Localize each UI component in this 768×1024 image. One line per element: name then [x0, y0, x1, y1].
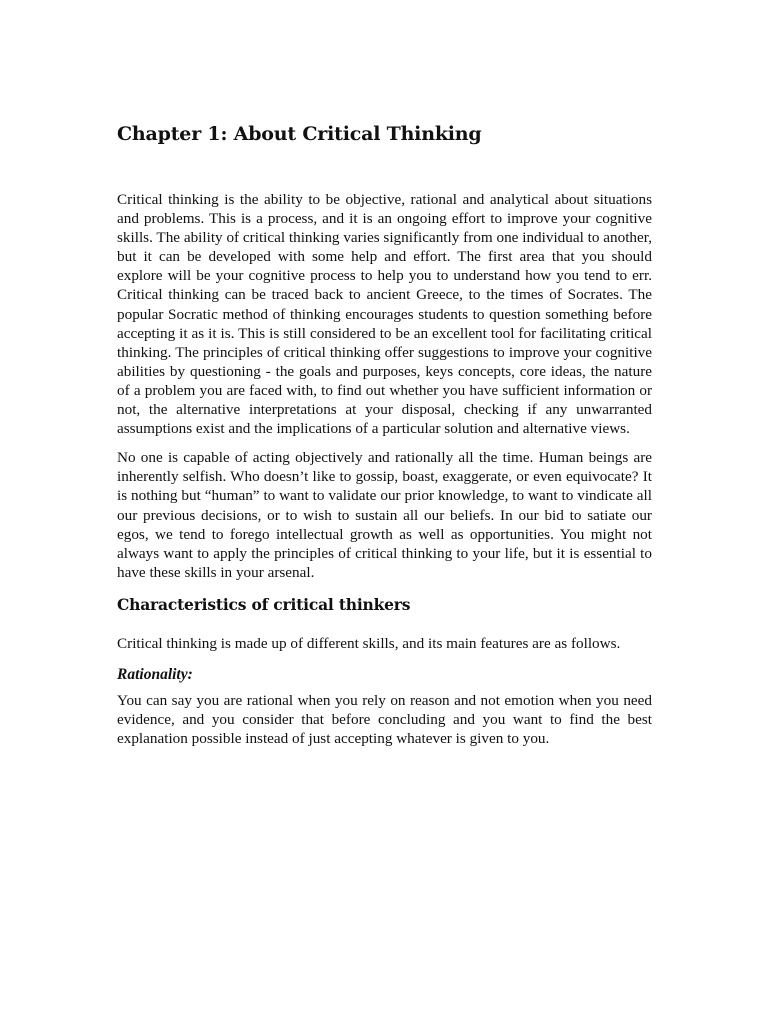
paragraph-human-nature: No one is capable of acting objectively and rationally all the time. Human beings are inherently selfish. Who doesn’t like to gossip, boast, exaggerate, or even equivocate? It is nothing but “human” to want to validate our prior knowledge, to want to vindicate all our previous decisions, or to wish to sustain all our beliefs. In our bid to satiate our egos, we tend to forego intellectual growth as well as opportunities. You might not always want to apply the principles of critical thinking to your life, but it is essential to have these skills in your arsenal. [117, 449, 652, 581]
document-page [117, 120, 652, 758]
paragraph-rationality: You can say you are rational when you rely on reason and not emotion when you need evidence, and you consider that before concluding and you want to find the best explanation possible instead of just accepting whatever is given to you. [117, 691, 652, 748]
section-heading-characteristics: Characteristics of critical thinkers [117, 594, 411, 614]
subheading-rationality: Rationality: [117, 665, 193, 683]
paragraph-features: Critical thinking is made up of different skills, and its main features are as follows. [117, 634, 621, 652]
chapter-title: Chapter 1: About Critical Thinking [117, 123, 482, 145]
paragraph-intro: Critical thinking is the ability to be objective, rational and analytical about situations and problems. This is a process, and it is an ongoing effort to improve your cognitive skills. The ability of critical thinking varies significantly from one individual to another, but it can be developed with some help and effort. The first area that you should explore will be your cognitive process to help you to understand how you tend to err. Critical thinking can be traced back to ancient Greece, to the times of Socrates. The popular Socratic method of thinking encourages students to question something before accepting it as it is. This is still considered to be an excellent tool for facilitating critical thinking. The principles of critical thinking offer suggestions to improve your cognitive abilities by questioning - the goals and purposes, keys concepts, core ideas, the nature of a problem you are faced with, to find out whether you have sufficient information or not, the alternative interpretations at your disposal, checking if any unwarranted assumptions exist and the implications of a particular solution and alternative views. [117, 191, 652, 438]
